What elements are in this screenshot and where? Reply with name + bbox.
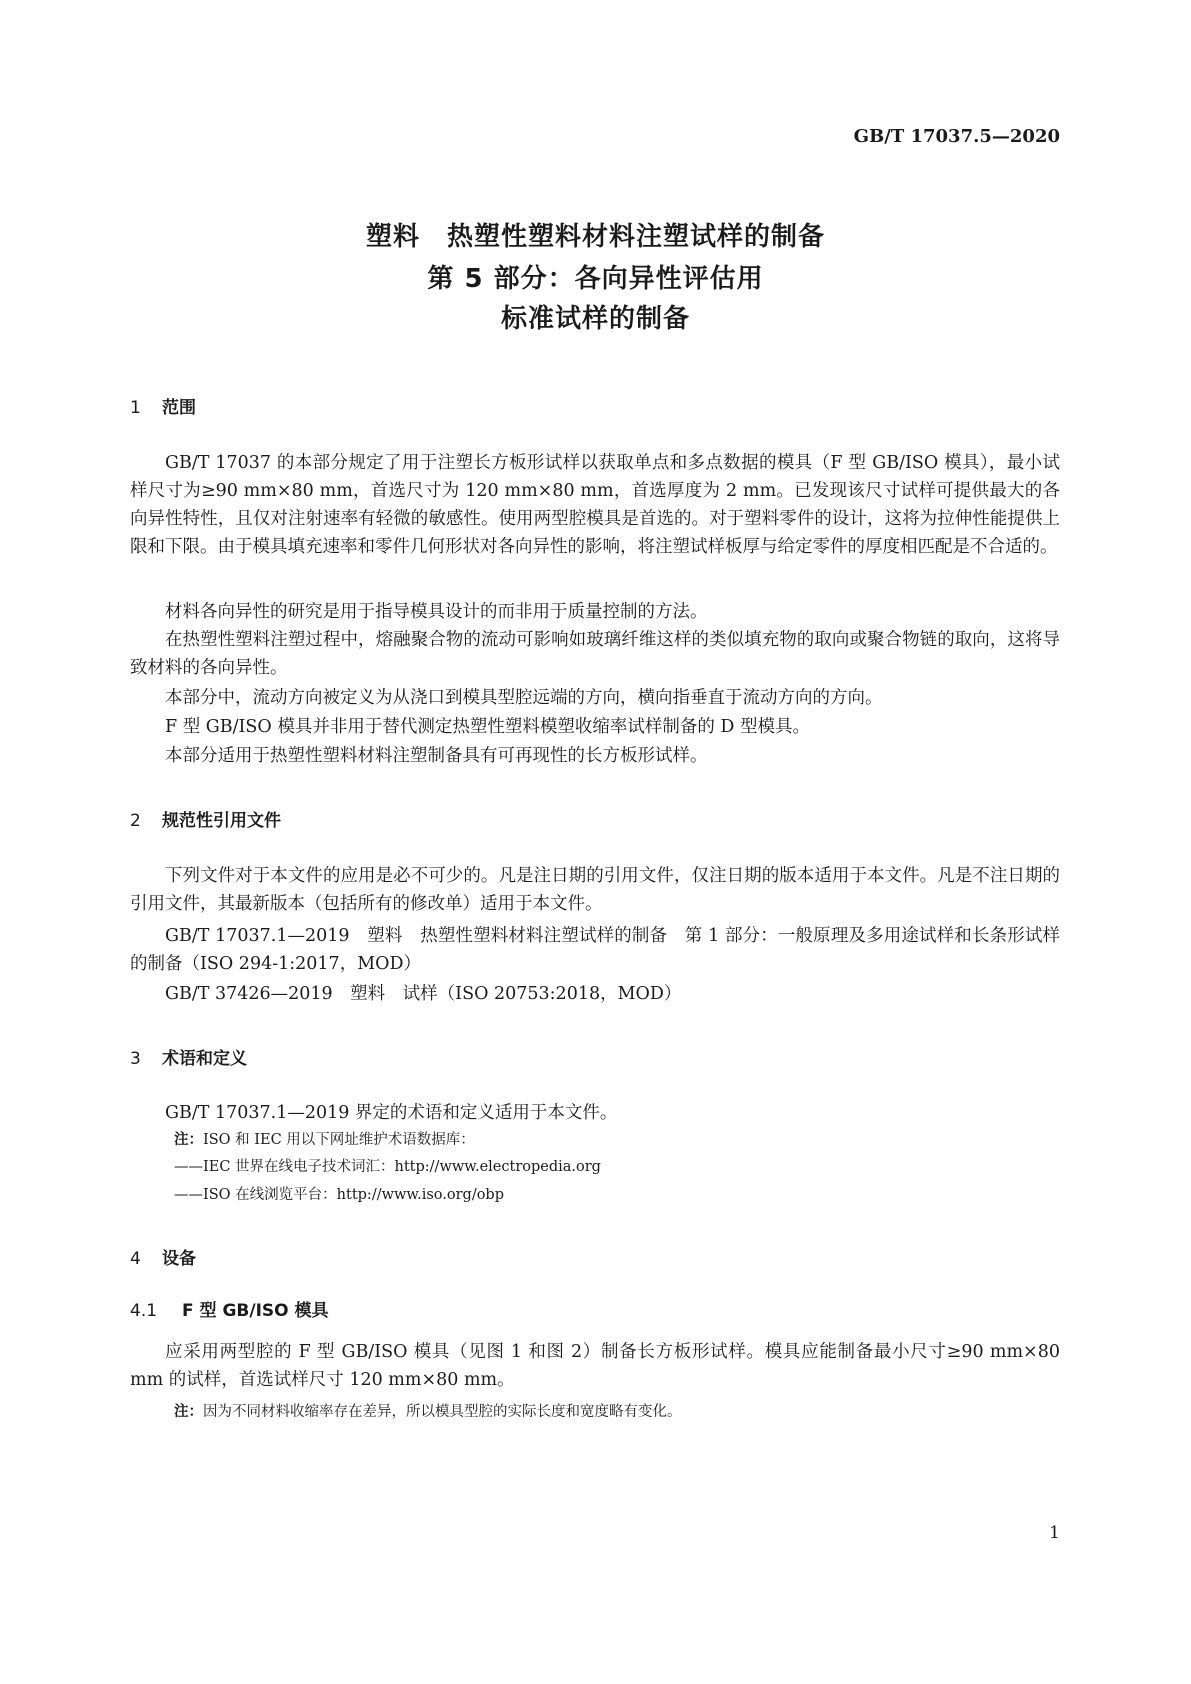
section-2-heading	[130, 806, 281, 831]
section-title: 术语和定义	[162, 1049, 247, 1069]
document-title-line-2: 第 5 部分：各向异性评估用	[427, 264, 764, 294]
section-4-heading	[130, 1244, 196, 1269]
subsection-number: 4.1	[130, 1301, 158, 1321]
normative-reference-item: GB/T 17037.1—2019 塑料 热塑性塑料材料注塑试样的制备 第 1 部分：一般原理及多用途试样和长条形试样的制备（ISO 294-1:2017，MOD）	[130, 926, 1060, 974]
scope-paragraph: 材料各向异性的研究是用于指导模具设计的而非用于质量控制的方法。	[165, 602, 708, 622]
section-3-heading	[130, 1044, 247, 1069]
subsection-title: F 型 GB/ISO 模具	[182, 1301, 329, 1321]
scope-paragraph: 本部分中，流动方向被定义为从浇口到模具型腔远端的方向，横向指垂直于流动方向的方向。	[165, 688, 883, 708]
terms-definitions-text: GB/T 17037.1—2019 界定的术语和定义适用于本文件。	[165, 1103, 618, 1123]
terms-link-item: ——IEC 世界在线电子技术词汇：http://www.electropedia.org	[174, 1159, 601, 1175]
page-number: 1	[1049, 1523, 1060, 1543]
document-title-line-3: 标准试样的制备	[500, 304, 690, 334]
section-title: 规范性引用文件	[162, 811, 281, 831]
section-number: 1	[130, 398, 141, 418]
scope-paragraph: GB/T 17037 的本部分规定了用于注塑长方板形试样以获取单点和多点数据的模具（F 型 GB/ISO 模具），最小试样尺寸为≥90 mm×80 mm，首选尺寸为 120 mm×80 mm，首选厚度为 2 mm。已发现该尺寸试样可提供最大的各向异性特性，且仅对注射速率有轻微的敏感性。使用两型腔模具是首选的。对于塑料零件的设计，这将为拉伸性能提供上限和下限。由于模具填充速率和零件几何形状对各向异性的影响，将注塑试样板厚与给定零件的厚度相匹配是不合适的。	[130, 453, 1060, 557]
note-label: 注：	[174, 1404, 203, 1420]
mould-note	[174, 1402, 682, 1422]
terms-link-item: ——ISO 在线浏览平台：http://www.iso.org/obp	[174, 1187, 504, 1203]
note-text: ISO 和 IEC 用以下网址维护术语数据库：	[203, 1132, 475, 1148]
section-1-heading	[130, 393, 196, 418]
section-number: 2	[130, 811, 141, 831]
note-label: 注：	[174, 1132, 203, 1148]
note-text: 因为不同材料收缩率存在差异，所以模具型腔的实际长度和宽度略有变化。	[203, 1404, 682, 1420]
section-title: 设备	[162, 1249, 196, 1269]
normative-references-intro: 下列文件对于本文件的应用是必不可少的。凡是注日期的引用文件，仅注日期的版本适用于本文件。凡是不注日期的引用文件，其最新版本（包括所有的修改单）适用于本文件。	[130, 866, 1060, 914]
normative-reference-item: GB/T 37426—2019 塑料 试样（ISO 20753:2018，MOD）	[165, 984, 682, 1004]
section-number: 4	[130, 1249, 141, 1269]
document-title-line-1: 塑料 热塑性塑料材料注塑试样的制备	[365, 222, 825, 252]
mould-requirement-text: 应采用两型腔的 F 型 GB/ISO 模具（见图 1 和图 2）制备长方板形试样。模具应能制备最小尺寸≥90 mm×80 mm 的试样，首选试样尺寸 120 mm×80 mm。	[130, 1342, 1060, 1390]
section-number: 3	[130, 1049, 141, 1069]
scope-paragraph: F 型 GB/ISO 模具并非用于替代测定热塑性塑料模塑收缩率试样制备的 D 型模具。	[165, 717, 810, 737]
scope-paragraph: 在热塑性塑料注塑过程中，熔融聚合物的流动可影响如玻璃纤维这样的类似填充物的取向或聚合物链的取向，这将导致材料的各向异性。	[130, 630, 1060, 678]
subsection-4-1-heading	[130, 1296, 329, 1321]
standard-code: GB/T 17037.5—2020	[853, 126, 1060, 147]
scope-paragraph: 本部分适用于热塑性塑料材料注塑制备具有可再现性的长方板形试样。	[165, 746, 708, 766]
section-title: 范围	[162, 398, 196, 418]
terms-note	[174, 1130, 475, 1150]
